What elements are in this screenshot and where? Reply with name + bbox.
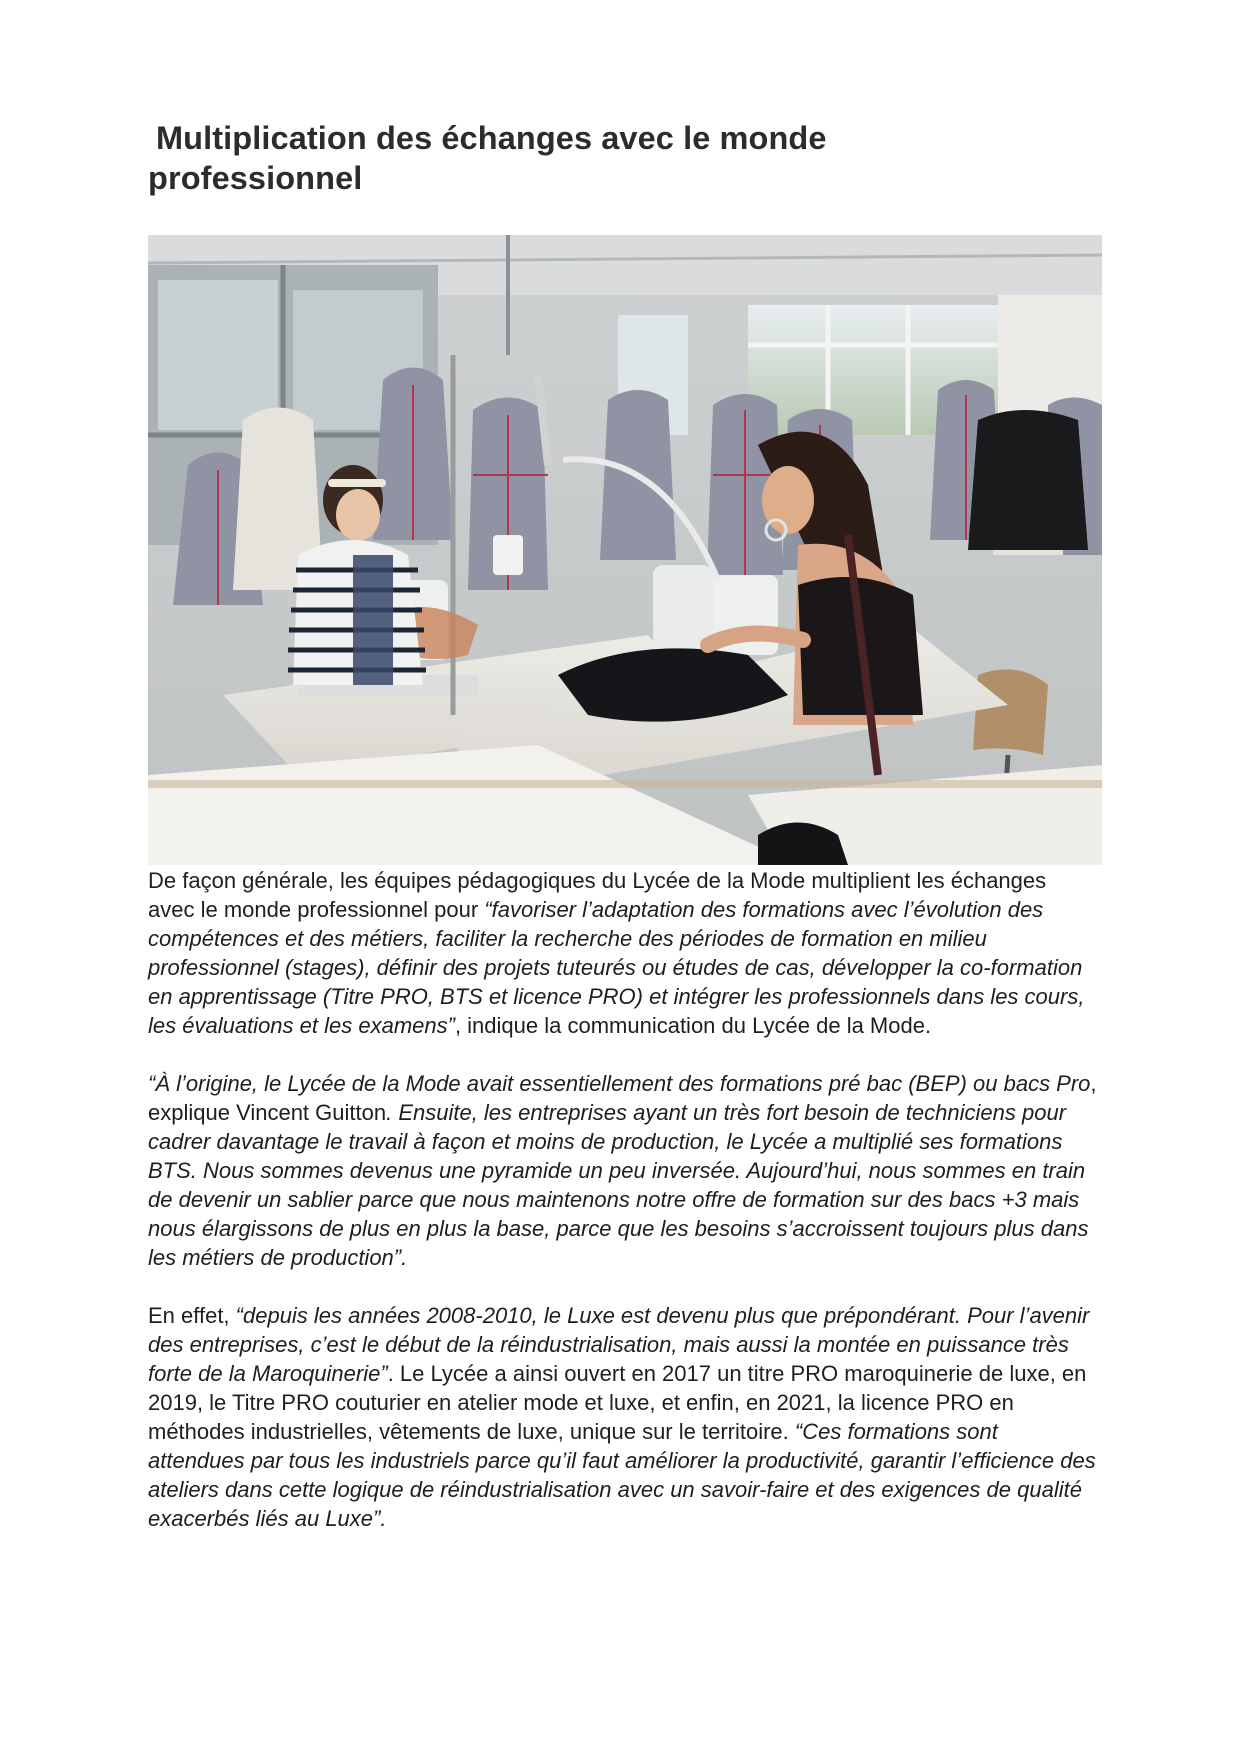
quote-segment: “favoriser l’adaptation des formations avec l’évolution des compétences et des métiers, faciliter la recherche des périodes de formation en milieu professionnel (stages), définir des projets tuteurés ou études de cas, développer la co-formation en apprentissage (Titre PRO, BTS et licence PRO) et intégrer les professionnels dans les cours, les évaluations et les examens” (148, 897, 1085, 1038)
paragraph (148, 866, 1098, 1040)
paragraph (148, 1069, 1098, 1272)
quote-segment: . Ensuite, les entreprises ayant un très fort besoin de techniciens pour cadrer davantage le travail à façon et moins de production, le Lycée a multiplié ses formations BTS. Nous sommes devenus une pyramide un peu inversée. Aujourd’hui, nous sommes en train de devenir un sablier parce que nous maintenons notre offre de formation sur des bacs +3 mais nous élargissons de plus en plus la base, parce que les besoins s’accroissent toujours plus dans les métiers de production”. (148, 1100, 1089, 1270)
paragraph-segment: En effet, (148, 1303, 236, 1328)
article-body (148, 866, 1098, 1533)
quote-segment: “Ces formations sont attendues par tous les industriels parce qu’il faut améliorer la productivité, garantir l’efficience des ateliers dans cette logique de réindustrialisation avec un savoir-faire et des exigences de qualité exacerbés liés au Luxe”. (148, 1419, 1096, 1531)
paragraph-segment: . Le Lycée a ainsi ouvert en 2017 un titre PRO maroquinerie de luxe, en 2019, le Titre PRO couturier en atelier mode et luxe, et enfin, en 2021, la licence PRO en méthodes industrielles, vêtements de luxe, unique sur le territoire. (148, 1361, 1087, 1444)
sewing-workshop-illustration (148, 235, 1102, 865)
paragraph-segment: De façon générale, les équipes pédagogiques du Lycée de la Mode multiplient les échanges avec le monde professionnel pour (148, 868, 1047, 922)
paragraph-segment: , indique la communication du Lycée de la Mode. (454, 1013, 932, 1038)
paragraph (148, 1301, 1098, 1533)
page-title (148, 118, 1008, 198)
paragraph-segment: , explique Vincent Guitton (148, 1071, 1097, 1125)
quote-segment: “depuis les années 2008-2010, le Luxe est devenu plus que prépondérant. Pour l’avenir des entreprises, c’est le début de la réindustrialisation, mais aussi la montée en puissance très forte de la Maroquinerie” (148, 1303, 1090, 1386)
article-photo (148, 235, 1102, 865)
quote-segment: “À l’origine, le Lycée de la Mode avait essentiellement des formations pré bac (BEP) ou bacs Pro (148, 1071, 1091, 1096)
page-title-text: Multiplication des échanges avec le monde professionnel (148, 120, 827, 196)
